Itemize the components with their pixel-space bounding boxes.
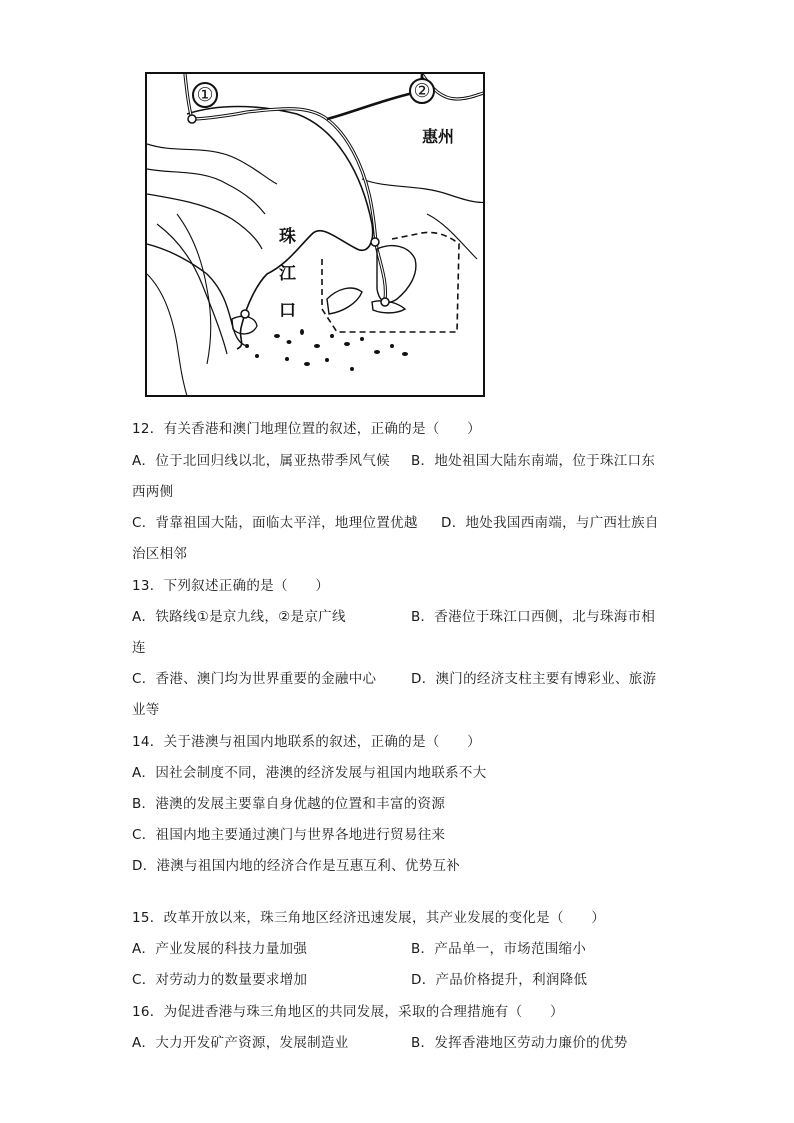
q14-option-b: B．港澳的发展主要靠自身优越的位置和丰富的资源 bbox=[132, 796, 446, 812]
river-3 bbox=[147, 194, 262, 249]
q12-option-d-cont: 治区相邻 bbox=[132, 546, 188, 562]
scattered-islands bbox=[245, 329, 408, 371]
lantau-island bbox=[327, 288, 362, 314]
q14-option-c: C．祖国内地主要通过澳门与世界各地进行贸易往来 bbox=[132, 827, 446, 843]
q12-option-c: C．背靠祖国大陆，面临太平洋，地理位置优越 bbox=[132, 515, 418, 531]
q15-option-a: A．产业发展的科技力量加强 bbox=[132, 941, 308, 957]
q14-option-d: D．港澳与祖国内地的经济合作是互惠互利、优势互补 bbox=[132, 858, 461, 874]
q12-option-d: D．地处我国西南端，与广西壮族自 bbox=[441, 515, 659, 531]
q15-option-c: C．对劳动力的数量要求增加 bbox=[132, 972, 308, 988]
station-hk bbox=[381, 298, 389, 306]
hong-kong-boundary bbox=[322, 232, 459, 332]
question-13-stem: 13．下列叙述正确的是（ ） bbox=[132, 578, 330, 594]
station-east bbox=[371, 238, 379, 246]
map-drawing bbox=[147, 74, 485, 397]
q15-option-b: B．产品单一，市场范围缩小 bbox=[411, 941, 587, 957]
huizhou-label: 惠州 bbox=[422, 127, 455, 146]
macau-coast bbox=[232, 316, 257, 334]
q13-option-d: D．澳门的经济支柱主要有博彩业、旅游 bbox=[411, 671, 657, 687]
railway-2-marker: ② bbox=[409, 78, 435, 104]
railway-1-marker: ① bbox=[192, 82, 218, 108]
question-16-stem: 16．为促进香港与珠三角地区的共同发展，采取的合理措施有（ ） bbox=[132, 1004, 564, 1020]
east-river bbox=[362, 179, 485, 202]
station-macau bbox=[241, 310, 249, 318]
q13-option-b: B．香港位于珠江口西侧，北与珠海市相 bbox=[411, 609, 656, 625]
question-12-stem: 12．有关香港和澳门地理位置的叙述，正确的是（ ） bbox=[132, 421, 481, 437]
q14-option-a: A．因社会制度不同，港澳的经济发展与祖国内地联系不大 bbox=[132, 765, 487, 781]
station-west bbox=[188, 115, 196, 123]
east-river-2 bbox=[427, 214, 477, 259]
q13-option-b-cont: 连 bbox=[132, 640, 146, 656]
q16-option-a: A．大力开发矿产资源，发展制造业 bbox=[132, 1035, 349, 1051]
estuary-label-1: 珠 bbox=[279, 227, 296, 247]
pearl-river-delta-map bbox=[145, 72, 485, 397]
estuary-label-3: 口 bbox=[279, 301, 296, 321]
q12-option-a: A．位于北回归线以北，属亚热带季风气候 bbox=[132, 453, 390, 469]
q16-option-b: B．发挥香港地区劳动力廉价的优势 bbox=[411, 1035, 628, 1051]
question-15-stem: 15．改革开放以来，珠三角地区经济迅速发展，其产业发展的变化是（ ） bbox=[132, 910, 606, 926]
q13-option-d-cont: 业等 bbox=[132, 702, 160, 718]
river-5 bbox=[177, 214, 211, 364]
river-1 bbox=[147, 144, 277, 184]
railway-branch bbox=[327, 74, 422, 119]
river-4 bbox=[157, 224, 227, 354]
q15-option-d: D．产品价格提升，利润降低 bbox=[411, 972, 588, 988]
estuary-label-2: 江 bbox=[279, 264, 296, 284]
river-6 bbox=[147, 274, 187, 396]
question-14-stem: 14．关于港澳与祖国内地联系的叙述，正确的是（ ） bbox=[132, 734, 481, 750]
q13-option-c: C．香港、澳门均为世界重要的金融中心 bbox=[132, 671, 377, 687]
q12-option-b-cont: 西两侧 bbox=[132, 484, 174, 500]
q13-option-a: A．铁路线①是京九线，②是京广线 bbox=[132, 609, 346, 625]
q12-option-b: B．地处祖国大陆东南端，位于珠江口东 bbox=[411, 453, 656, 469]
